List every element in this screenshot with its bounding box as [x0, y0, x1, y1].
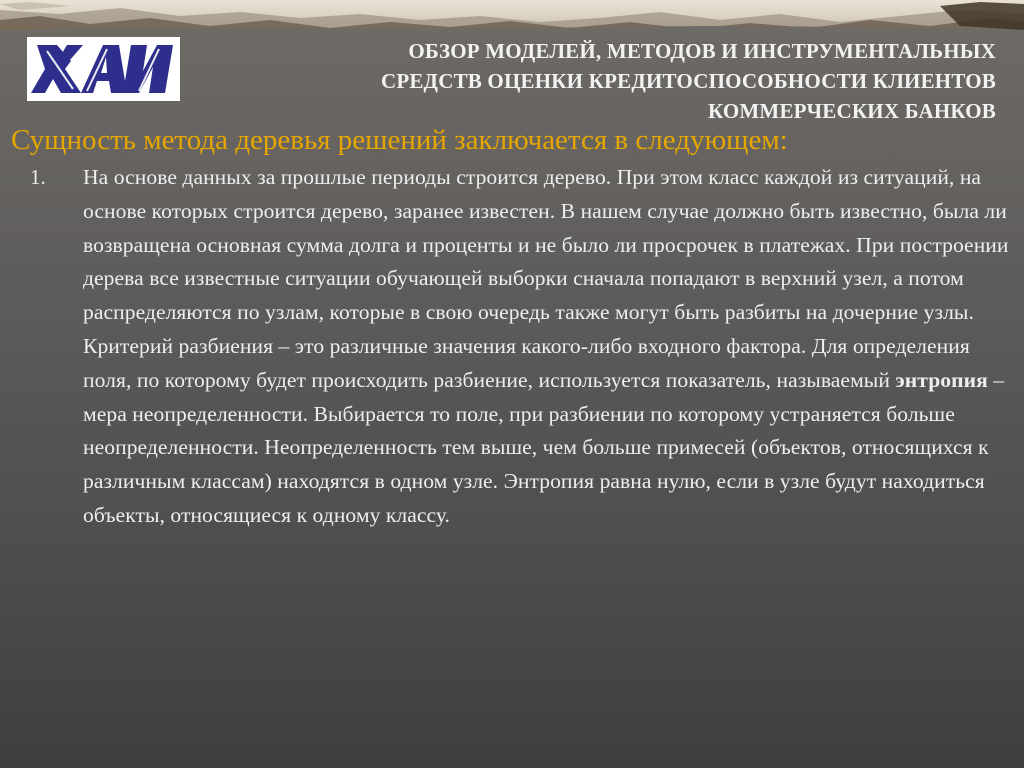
list-item-number: 1. — [30, 165, 46, 189]
paragraph-text-part-1: На основе данных за прошлые периоды строится дерево. При этом класс каждой из ситуаций, на основе которых строится дерево, заранее известен. В нашем случае должно быть известно, была ли возвращена основная сумма долга и проценты и не было ли просрочек в платежах. При построении дерева все известные ситуации обучающей выборки сначала попадают в верхний узел, а потом распределяются по узлам, которые в свою очередь также могут быть разбиты на дочерние узлы. Критерий разбиения – это различные значения какого-либо входного фактора. Для определения поля, по которому будет происходить разбиение, используется показатель, называемый — [83, 165, 1009, 392]
slide-subtitle: Сущность метода деревья решений заключается в следующем: — [11, 124, 788, 156]
landscape-strip-image — [0, 0, 1024, 34]
header-title-line-3: КОММЕРЧЕСКИХ БАНКОВ — [707, 99, 996, 123]
header-title-line-1: ОБЗОР МОДЕЛЕЙ, МЕТОДОВ И ИНСТРУМЕНТАЛЬНЫХ — [408, 39, 996, 63]
header-title-line-2: СРЕДСТВ ОЦЕНКИ КРЕДИТОСПОСОБНОСТИ КЛИЕНТОВ — [380, 69, 996, 93]
decorative-top-strip — [0, 0, 1024, 34]
university-logo — [27, 37, 180, 101]
list-item-text — [83, 161, 1017, 533]
bold-term-entropy: энтропия — [895, 367, 988, 392]
xai-logo-icon — [27, 37, 180, 101]
slide-header-title — [196, 36, 996, 126]
paragraph-text-part-2: – мера неопределенности. Выбирается то поле, при разбиении по которому устраняется больше неопределенности. Неопределенность тем выше, чем больше примесей (объектов, относящихся к различным классам) находятся в одном узле. Энтропия равна нулю, если в узле будут находиться объекты, относящиеся к одному классу. — [83, 367, 1005, 527]
